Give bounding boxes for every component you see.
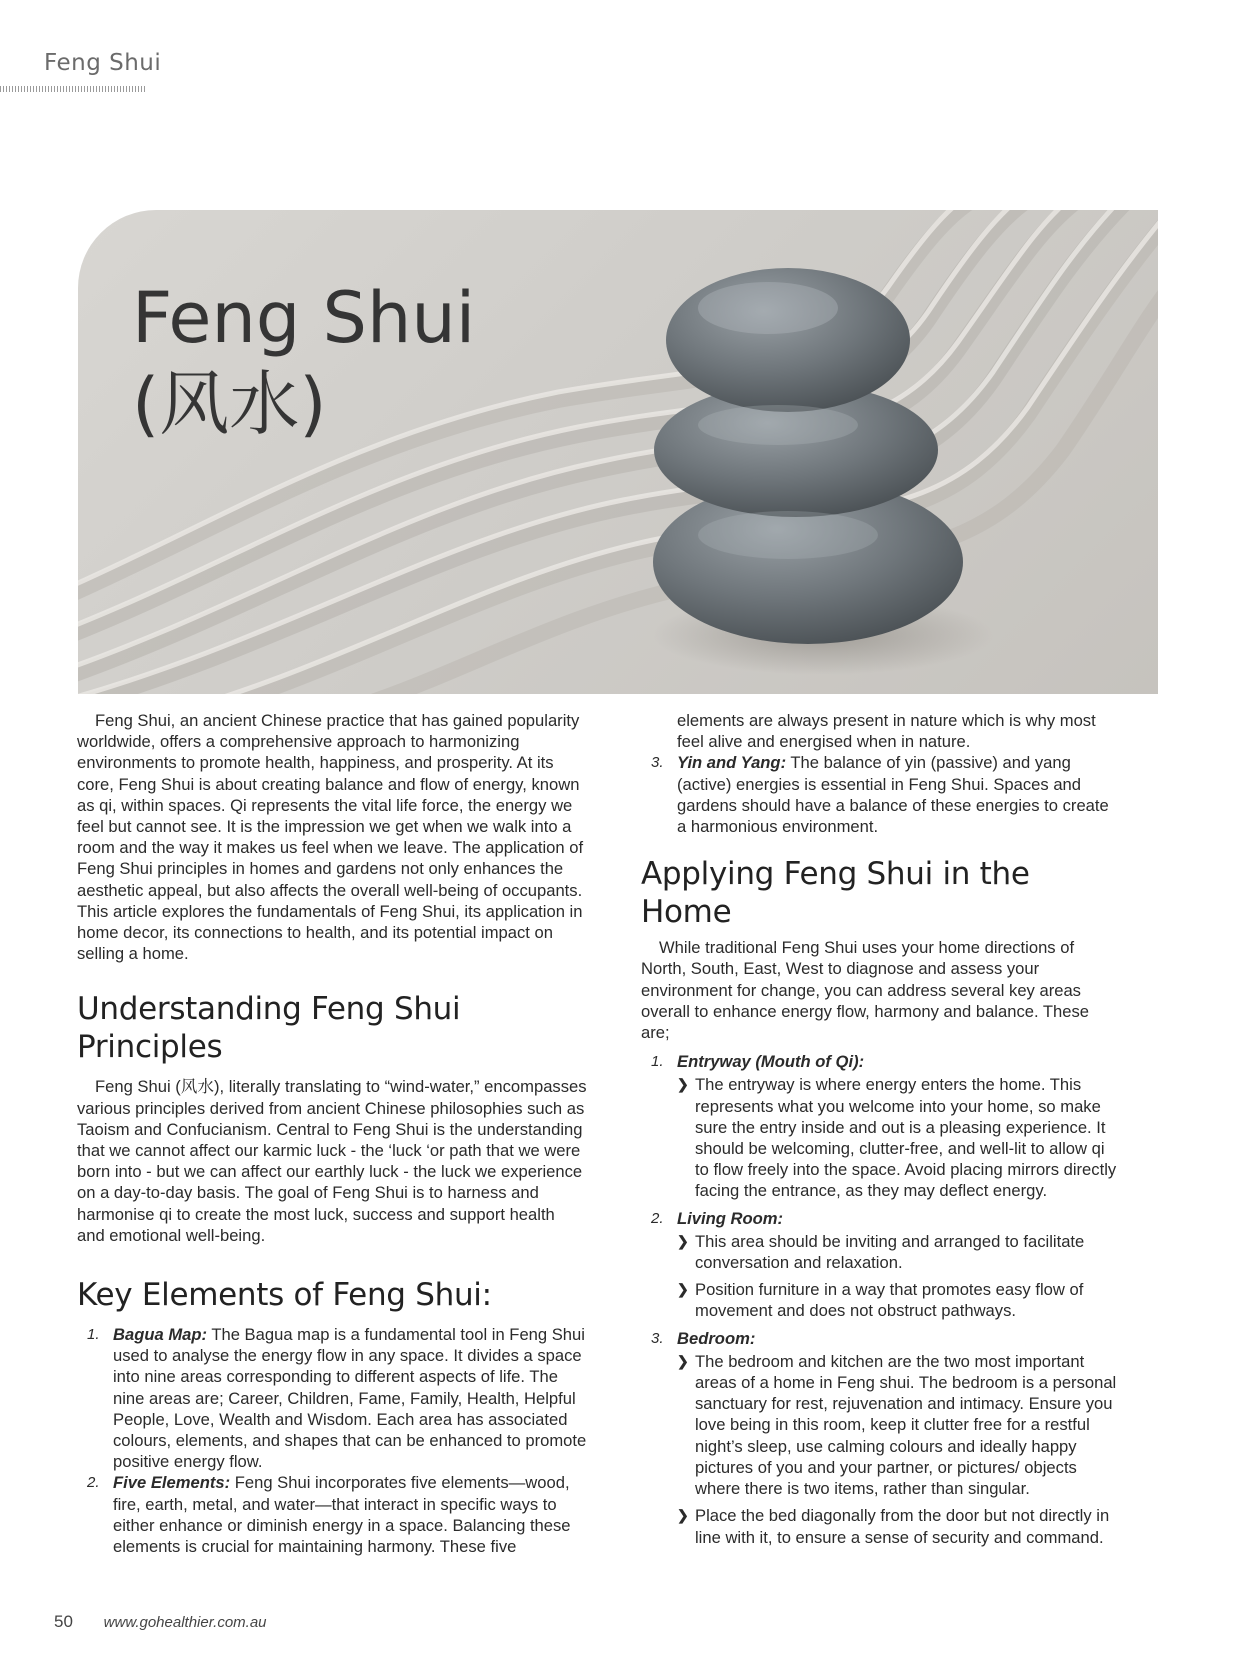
running-head: Feng Shui — [44, 50, 162, 76]
key-elements-list — [77, 1324, 587, 1557]
list-item — [641, 1328, 1121, 1548]
article-title — [132, 275, 475, 447]
chevron-right-icon: ❯ — [677, 1281, 689, 1298]
list-number: 1. — [651, 1053, 664, 1071]
list-text: The Bagua map is a fundamental tool in Feng Shui used to analyse the energy flow in any space. It divides a space into nine areas corresponding to different aspects of life. The nine areas are; Career, Children, Fame, Family, Health, Helpful People, Love, Wealth and Wisdom. Each area has associated colours, elements, and shapes that can be enhanced to promote positive energy flow. — [113, 1325, 587, 1472]
page-footer — [54, 1612, 267, 1632]
list-text: The balance of yin (passive) and yang (active) energies is essential in Feng Shui. Spaces and gardens should have a balance of these energies to create a harmonious environment. — [677, 753, 1109, 837]
list-term: Bagua Map: — [113, 1325, 208, 1345]
point-text: Position furniture in a way that promotes easy flow of movement and does not obstruct pathways. — [695, 1280, 1084, 1321]
list-item — [677, 1074, 1121, 1201]
list-number: 2. — [87, 1474, 100, 1492]
list-number: 2. — [651, 1209, 664, 1227]
list-item — [77, 1472, 587, 1557]
chevron-right-icon: ❯ — [677, 1507, 689, 1524]
five-elements-continuation: elements are always present in nature which is why most feel alive and energised when in nature. — [677, 711, 1096, 752]
page-number: 50 — [54, 1612, 73, 1631]
footer-url[interactable]: www.gohealthier.com.au — [103, 1614, 267, 1631]
title-line-1: Feng Shui — [132, 277, 476, 359]
title-line-2: (风水) — [132, 363, 327, 445]
list-item — [677, 1351, 1121, 1499]
left-column — [77, 710, 587, 1557]
area-points — [677, 1074, 1121, 1201]
area-points — [677, 1351, 1121, 1548]
point-text: The entryway is where energy enters the home. This represents what you welcome into your home, so make sure the entry inside and out is a pleasing experience. It should be welcoming, clutter-free, and well-lit to allow qi to flow freely into the space. Avoid placing mirrors directly facing the entrance, as they may deflect energy. — [695, 1075, 1117, 1201]
list-term: Five Elements: — [113, 1473, 231, 1493]
right-column — [641, 710, 1121, 1554]
chevron-right-icon: ❯ — [677, 1076, 689, 1093]
principles-paragraph: Feng Shui (风水), literally translating to “wind-water,” encompasses various principles derived from ancient Chinese philosophies such as Taoism and Confucianism. Central to Feng Shui is the understanding that we cannot affect our karmic luck - the ‘luck ‘or path that we were born into - but we can affect our earthly luck - the luck we experience on a day-to-day basis. The goal of Feng Shui is to harness and harmonise qi to create the most luck, success and support health and emotional well-being. — [77, 1077, 587, 1245]
point-text: The bedroom and kitchen are the two most important areas of a home in Feng shui. The bedroom is a personal sanctuary for rest, rejuvenation and intimacy. Ensure you love being in this room, keep it clutter free for a restful night’s sleep, use calming colours and ideally happy pictures of you and your partner, or pictures/ objects where there is two items, rather than singular. — [695, 1351, 1117, 1499]
intro-paragraph: Feng Shui, an ancient Chinese practice that has gained popularity worldwide, offers a comprehensive approach to harmonizing environments to promote health, happiness, and prosperity. At its core, Feng Shui is about creating balance and flow of energy, known as qi, within spaces. Qi represents the vital life force, the energy we feel but cannot see. It is the impression we get when we walk into a room and the way it makes us feel when we leave. The application of Feng Shui principles in homes and gardens not only enhances the aesthetic appeal, but also affects the overall well-being of occupants. This article explores the fundamentals of Feng Shui, its application in home decor, its connections to health, and its potential impact on selling a home. — [77, 711, 584, 964]
area-title: Bedroom: — [677, 1328, 756, 1348]
list-item — [677, 1279, 1121, 1321]
home-heading: Applying Feng Shui in the Home — [641, 856, 1030, 931]
list-item — [641, 1208, 1121, 1322]
point-text: Place the bed diagonally from the door but not directly in line with it, to ensure a sense of security and command. — [695, 1506, 1110, 1547]
running-head-rule — [0, 86, 146, 92]
home-areas-list — [641, 1051, 1121, 1547]
area-points — [677, 1231, 1121, 1322]
home-intro: While traditional Feng Shui uses your home directions of North, South, East, West to diagnose and assess your environment for change, you can address several key areas overall to enhance energy flow, harmony and balance. These are; — [641, 938, 1090, 1043]
point-text: This area should be inviting and arranged to facilitate conversation and relaxation. — [695, 1231, 1085, 1273]
list-number: 3. — [651, 1329, 664, 1347]
list-item — [641, 1051, 1121, 1201]
list-number: 1. — [87, 1326, 100, 1344]
list-item — [641, 752, 1121, 837]
chevron-right-icon: ❯ — [677, 1352, 689, 1369]
area-title: Entryway (Mouth of Qi): — [677, 1052, 865, 1072]
list-item — [677, 1231, 1121, 1273]
list-term: Yin and Yang: — [677, 753, 787, 773]
chevron-right-icon: ❯ — [677, 1232, 689, 1249]
list-item — [77, 1324, 587, 1472]
key-elements-heading: Key Elements of Feng Shui: — [77, 1277, 492, 1314]
list-number: 3. — [651, 754, 664, 772]
principles-heading: Understanding Feng Shui Principles — [77, 991, 461, 1066]
area-title: Living Room: — [677, 1208, 784, 1228]
list-item — [677, 1505, 1121, 1547]
list-text: Feng Shui incorporates five elements—wood, fire, earth, metal, and water—that interact in specific ways to either enhance or diminish energy in a space. Balancing these elements is crucial for maintaining harmony. These five — [113, 1473, 571, 1557]
key-elements-list-continued — [641, 752, 1121, 837]
